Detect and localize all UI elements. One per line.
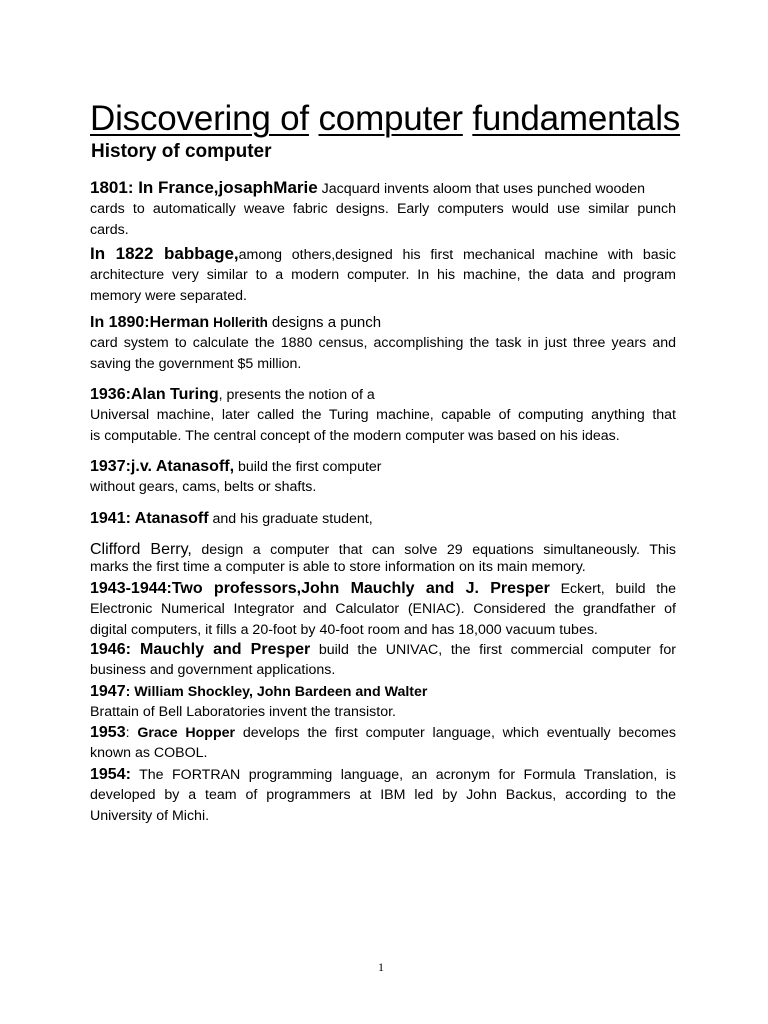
entry-text: designs a punch <box>271 314 382 331</box>
title-word-1: Discovering of <box>90 99 309 138</box>
entry-text: develops the first computer language, which eventually becomes <box>242 725 677 741</box>
entry-heading: : William Shockley, John Bardeen and Walter <box>125 684 428 700</box>
entry-text: saving the government $5 million. <box>90 355 302 372</box>
entry-text: Universal machine, later called the Turing machine, capable of computing anything that <box>90 407 676 424</box>
entry-text: Eckert, build the <box>560 581 676 597</box>
entry-1936 <box>90 385 676 446</box>
entry-text: is computable. The central concept of the modern computer was based on his ideas. <box>90 427 620 444</box>
entry-text: : <box>125 725 130 741</box>
entry-heading: In 1822 babbage, <box>90 244 239 263</box>
entry-heading: 1941: Atanasoff <box>90 510 209 527</box>
entry-heading: 1943-1944:Two professors,John Mauchly and J. Presper <box>90 580 550 597</box>
entry-text: card system to calculate the 1880 census, accomplishing the task in just three years and <box>90 335 676 352</box>
title-word-3: fundamentals <box>472 99 681 138</box>
entry-text: marks the first time a computer is able to store information on its main memory. <box>90 559 586 576</box>
entry-text: among others,designed his first mechanical machine with basic <box>238 247 676 263</box>
title-word-2: computer <box>318 99 463 138</box>
entry-text: design a computer that can solve 29 equations simultaneously. This <box>201 542 677 558</box>
entry-text: memory were separated. <box>90 287 247 304</box>
entry-text: cards to automatically weave fabric designs. Early computers would use similar punch <box>90 201 676 218</box>
entry-text: The FORTRAN programming language, an acronym for Formula Translation, is <box>139 767 677 783</box>
entry-1822 <box>90 244 676 306</box>
entry-heading: In 1890:Herman <box>90 314 210 331</box>
entry-1943 <box>90 579 676 640</box>
entry-year: 1947 <box>90 683 126 700</box>
entry-text: digital computers, it fills a 20-foot by 40-foot room and has 18,000 vacuum tubes. <box>90 621 598 638</box>
entry-1941-cont <box>90 540 676 578</box>
entry-text: business and government applications. <box>90 662 336 679</box>
entry-heading: Hollerith <box>213 315 268 330</box>
entry-text: Jacquard invents aloom that uses punched wooden <box>321 181 646 197</box>
entry-heading: 1946: Mauchly and Presper <box>90 641 311 658</box>
entry-1801 <box>90 178 676 240</box>
entry-1937 <box>90 457 676 498</box>
entry-text: without gears, cams, belts or shafts. <box>90 479 317 496</box>
entry-text: build the UNIVAC, the first commercial computer for <box>318 642 676 658</box>
entry-text: cards. <box>90 221 129 238</box>
document-title <box>90 98 680 140</box>
entry-heading: Grace Hopper <box>137 725 236 741</box>
entry-heading: 1937:j.v. Atanasoff, <box>90 458 235 475</box>
entry-text: Electronic Numerical Integrator and Calculator (ENIAC). Considered the grandfather of <box>90 601 676 618</box>
entry-text: architecture very similar to a modern computer. In his machine, the data and program <box>90 267 676 284</box>
entry-text: , presents the notion of a <box>218 387 375 403</box>
entry-heading: 1936:Alan Turing <box>90 386 219 403</box>
entry-heading: 1801: In France,josaphMarie <box>90 178 318 197</box>
entry-text: developed by a team of programmers at IBM led by John Backus, according to the <box>90 787 676 804</box>
entry-text: known as COBOL. <box>90 745 208 762</box>
entry-1953 <box>90 723 676 764</box>
entry-text: build the first computer <box>238 459 382 475</box>
section-heading: History of computer <box>91 141 272 162</box>
entry-heading: 1954: <box>90 766 131 783</box>
entry-year: 1953 <box>90 724 126 741</box>
entry-text: and his graduate student, <box>212 511 373 527</box>
page-number: 1 <box>378 960 384 974</box>
entry-1954 <box>90 765 676 826</box>
entry-1941 <box>90 509 676 529</box>
entry-text: University of Michi. <box>90 807 210 824</box>
entry-text: Brattain of Bell Laboratories invent the transistor. <box>90 704 396 721</box>
entry-1947 <box>90 682 676 723</box>
entry-1946 <box>90 640 676 681</box>
entry-1890 <box>90 313 676 374</box>
person-name: Clifford Berry, <box>90 541 192 558</box>
